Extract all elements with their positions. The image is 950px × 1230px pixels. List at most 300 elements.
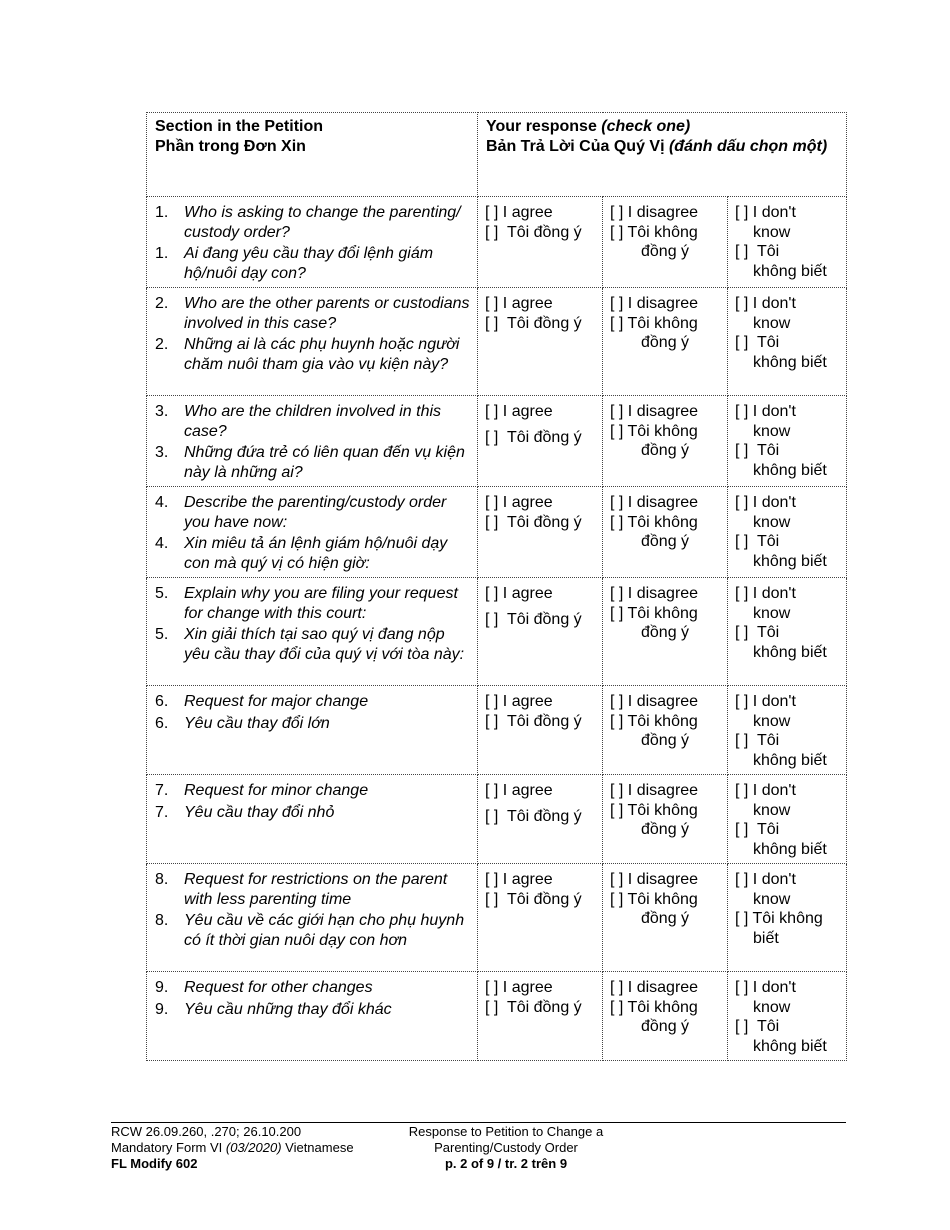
- dont-know-cell: [728, 396, 847, 487]
- checkbox-bracket: [ ]: [610, 801, 624, 819]
- question-number-vi: 8.: [155, 912, 169, 929]
- checkbox-bracket: [ ]: [735, 979, 749, 996]
- question-cell: [147, 487, 478, 578]
- question-number-vi: 4.: [155, 535, 169, 552]
- section-header: [147, 113, 478, 197]
- disagree-label-vi-1: Tôi không: [627, 513, 698, 531]
- agree-checkbox-vi[interactable]: [485, 223, 598, 243]
- disagree-cell: [603, 487, 728, 578]
- agree-label-en: I agree: [502, 403, 553, 420]
- checkbox-bracket: [ ]: [610, 782, 624, 799]
- disagree-label-vi-2: đồng ý: [641, 1018, 690, 1035]
- dont-know-label-vi-2: biết: [753, 929, 779, 947]
- question-cell: [147, 775, 478, 864]
- question-number: 4.: [155, 494, 169, 511]
- dont-know-checkbox-vi[interactable]: [735, 909, 842, 929]
- dont-know-checkbox[interactable]: [735, 294, 842, 314]
- table-row: [147, 578, 847, 686]
- agree-checkbox-vi[interactable]: [485, 807, 598, 827]
- disagree-label-en: I disagree: [627, 403, 699, 420]
- question-number-vi: 9.: [155, 1000, 169, 1018]
- checkbox-bracket: [ ]: [610, 871, 624, 888]
- agree-label-en: I agree: [502, 494, 553, 511]
- agree-label-vi: Tôi đồng ý: [506, 890, 582, 908]
- disagree-label-en: I disagree: [627, 979, 699, 996]
- checkbox-bracket: [ ]: [735, 871, 749, 888]
- question-number-vi: 6.: [155, 714, 169, 732]
- dont-know-label-en-1: I don't: [752, 782, 796, 799]
- checkbox-bracket: [ ]: [485, 314, 499, 332]
- response-header-vi: Bản Trả Lời Của Quý Vị (đánh dấu chọn một): [486, 137, 828, 155]
- checkbox-bracket: [ ]: [735, 693, 749, 710]
- agree-cell: [478, 396, 603, 487]
- question-vi: [155, 335, 471, 374]
- dont-know-label-en-2: know: [753, 712, 791, 730]
- disagree-label-vi-2: đồng ý: [641, 442, 690, 459]
- agree-label-vi: Tôi đồng ý: [506, 223, 582, 241]
- question-text-vi: Xin miêu tả án lệnh giám hộ/nuôi dạy con mà quý vị có hiện giờ:: [184, 535, 448, 572]
- agree-checkbox[interactable]: [485, 294, 598, 314]
- dont-know-label-vi-2: không biết: [753, 552, 827, 570]
- question-text-vi: Những ai là các phụ huynh hoặc người chăm nuôi tham gia vào vụ kiện này?: [184, 336, 460, 373]
- checkbox-bracket: [ ]: [485, 513, 499, 531]
- disagree-cell: [603, 686, 728, 775]
- checkbox-bracket: [ ]: [485, 890, 499, 908]
- disagree-label-vi-1: Tôi không: [627, 604, 698, 622]
- dont-know-checkbox[interactable]: [735, 781, 842, 801]
- checkbox-bracket: [ ]: [735, 624, 749, 641]
- question-cell: [147, 972, 478, 1061]
- question-cell: [147, 578, 478, 686]
- table-row: [147, 197, 847, 288]
- disagree-cell: [603, 775, 728, 864]
- footer-divider: [111, 1122, 846, 1123]
- disagree-label-vi-2: đồng ý: [641, 243, 690, 260]
- question-vi: [155, 911, 471, 950]
- question-text-en: Request for major change: [184, 693, 369, 710]
- disagree-label-vi-1: Tôi không: [627, 314, 698, 332]
- checkbox-bracket: [ ]: [485, 807, 499, 825]
- question-cell: [147, 396, 478, 487]
- disagree-checkbox[interactable]: [610, 978, 723, 998]
- footer-form-version: Mandatory Form VI (03/2020) Vietnamese: [111, 1140, 354, 1155]
- disagree-label-vi-1: Tôi không: [627, 998, 698, 1016]
- agree-label-en: I agree: [502, 871, 553, 888]
- agree-checkbox[interactable]: [485, 493, 598, 513]
- checkbox-bracket: [ ]: [610, 223, 624, 241]
- disagree-checkbox-vi[interactable]: [610, 712, 723, 732]
- dont-know-checkbox[interactable]: [735, 692, 842, 712]
- disagree-checkbox[interactable]: [610, 870, 723, 890]
- checkbox-bracket: [ ]: [735, 243, 749, 260]
- disagree-label-en: I disagree: [627, 295, 699, 312]
- disagree-cell: [603, 578, 728, 686]
- question-text-en: Describe the parenting/custody order you have now:: [184, 494, 447, 531]
- disagree-checkbox-vi[interactable]: [610, 223, 723, 243]
- checkbox-bracket: [ ]: [485, 295, 499, 312]
- dont-know-label-vi-1: Tôi không: [752, 910, 823, 927]
- question-number: 9.: [155, 979, 169, 996]
- checkbox-bracket: [ ]: [735, 821, 749, 838]
- question-number-vi: 5.: [155, 626, 169, 643]
- disagree-label-vi-2: đồng ý: [641, 732, 690, 749]
- disagree-checkbox-vi[interactable]: [610, 890, 723, 910]
- dont-know-cell: [728, 686, 847, 775]
- question-text-en: Who are the children involved in this case?: [184, 403, 442, 440]
- checkbox-bracket: [ ]: [610, 204, 624, 221]
- question-number-vi: 2.: [155, 336, 169, 353]
- checkbox-bracket: [ ]: [485, 712, 499, 730]
- question-vi: [155, 534, 471, 573]
- disagree-checkbox[interactable]: [610, 692, 723, 712]
- disagree-label-vi-1: Tôi không: [627, 422, 698, 440]
- disagree-checkbox-vi[interactable]: [610, 314, 723, 334]
- checkbox-bracket: [ ]: [610, 693, 624, 710]
- dont-know-checkbox[interactable]: [735, 870, 842, 890]
- dont-know-checkbox[interactable]: [735, 584, 842, 604]
- agree-checkbox[interactable]: [485, 692, 598, 712]
- disagree-label-en: I disagree: [627, 204, 699, 221]
- dont-know-checkbox-vi[interactable]: [735, 532, 842, 552]
- checkbox-bracket: [ ]: [485, 998, 499, 1016]
- question-number: 6.: [155, 693, 169, 710]
- question-text-en: Request for restrictions on the parent with less parenting time: [184, 871, 448, 908]
- question-text-en: Who is asking to change the parenting/ custody order?: [184, 204, 461, 241]
- question-en: [155, 493, 471, 532]
- dont-know-checkbox-vi[interactable]: [735, 1017, 842, 1037]
- dont-know-label-en-2: know: [753, 998, 791, 1016]
- disagree-label-vi-2: đồng ý: [641, 910, 690, 927]
- agree-label-en: I agree: [502, 782, 553, 799]
- table-row: [147, 396, 847, 487]
- question-vi: [155, 714, 471, 734]
- disagree-label-vi-2: đồng ý: [641, 624, 690, 641]
- table-row: [147, 864, 847, 972]
- question-en: [155, 692, 471, 712]
- question-text-en: Explain why you are filing your request for change with this court:: [184, 585, 458, 622]
- response-table: [146, 112, 847, 1061]
- disagree-label-en: I disagree: [627, 494, 699, 511]
- dont-know-cell: [728, 197, 847, 288]
- agree-label-en: I agree: [502, 295, 553, 312]
- table-row: [147, 972, 847, 1061]
- checkbox-bracket: [ ]: [485, 223, 499, 241]
- checkbox-bracket: [ ]: [485, 782, 499, 799]
- table-row: [147, 686, 847, 775]
- agree-cell: [478, 775, 603, 864]
- checkbox-bracket: [ ]: [735, 533, 749, 550]
- question-vi: [155, 625, 471, 664]
- dont-know-label-vi-1: Tôi: [756, 243, 780, 260]
- dont-know-label-vi-1: Tôi: [756, 624, 780, 641]
- disagree-label-en: I disagree: [627, 585, 699, 602]
- agree-label-vi: Tôi đồng ý: [506, 807, 582, 825]
- agree-label-vi: Tôi đồng ý: [506, 610, 582, 628]
- agree-label-vi: Tôi đồng ý: [506, 998, 582, 1016]
- agree-cell: [478, 288, 603, 396]
- checkbox-bracket: [ ]: [485, 585, 499, 602]
- checkbox-bracket: [ ]: [735, 403, 749, 420]
- dont-know-checkbox[interactable]: [735, 978, 842, 998]
- dont-know-label-vi-2: không biết: [753, 1037, 827, 1055]
- dont-know-checkbox-vi[interactable]: [735, 333, 842, 353]
- question-text-vi: Yêu cầu thay đổi nhỏ: [184, 803, 335, 821]
- agree-cell: [478, 578, 603, 686]
- dont-know-checkbox[interactable]: [735, 203, 842, 223]
- question-cell: [147, 864, 478, 972]
- dont-know-label-en-1: I don't: [752, 871, 796, 888]
- disagree-label-vi-2: đồng ý: [641, 533, 690, 550]
- question-number-vi: 3.: [155, 444, 169, 461]
- dont-know-label-en-1: I don't: [752, 403, 796, 420]
- checkbox-bracket: [ ]: [485, 979, 499, 996]
- dont-know-label-vi-1: Tôi: [756, 1018, 780, 1035]
- dont-know-label-en-1: I don't: [752, 979, 796, 996]
- question-text-vi: Những đứa trẻ có liên quan đến vụ kiện này là những ai?: [184, 444, 465, 481]
- dont-know-label-vi-2: không biết: [753, 353, 827, 371]
- table-header-row: [147, 113, 847, 197]
- question-en: [155, 781, 471, 801]
- question-en: [155, 870, 471, 909]
- agree-label-en: I agree: [502, 979, 553, 996]
- question-cell: [147, 197, 478, 288]
- agree-label-en: I agree: [502, 585, 553, 602]
- dont-know-label-vi-1: Tôi: [756, 533, 780, 550]
- question-vi: [155, 803, 471, 823]
- question-number: 7.: [155, 782, 169, 799]
- dont-know-label-en-1: I don't: [752, 295, 796, 312]
- agree-cell: [478, 686, 603, 775]
- agree-checkbox-vi[interactable]: [485, 428, 598, 448]
- checkbox-bracket: [ ]: [610, 890, 624, 908]
- dont-know-label-en-2: know: [753, 223, 791, 241]
- footer-left: [111, 1124, 411, 1172]
- question-number-vi: 1.: [155, 245, 169, 262]
- checkbox-bracket: [ ]: [735, 295, 749, 312]
- question-number-vi: 7.: [155, 803, 169, 821]
- agree-checkbox[interactable]: [485, 203, 598, 223]
- footer-center: [386, 1124, 626, 1172]
- question-vi: [155, 1000, 471, 1020]
- question-text-vi: Ai đang yêu cầu thay đổi lệnh giám hộ/nuôi dạy con?: [184, 245, 434, 282]
- checkbox-bracket: [ ]: [610, 979, 624, 996]
- agree-checkbox[interactable]: [485, 584, 598, 604]
- table-row: [147, 487, 847, 578]
- disagree-cell: [603, 864, 728, 972]
- disagree-checkbox-vi[interactable]: [610, 422, 723, 442]
- dont-know-cell: [728, 578, 847, 686]
- agree-cell: [478, 197, 603, 288]
- question-number: 1.: [155, 204, 169, 221]
- checkbox-bracket: [ ]: [735, 585, 749, 602]
- dont-know-label-vi-2: không biết: [753, 643, 827, 661]
- response-header: [478, 113, 847, 197]
- disagree-cell: [603, 396, 728, 487]
- question-vi: [155, 443, 471, 482]
- agree-checkbox-vi[interactable]: [485, 610, 598, 630]
- disagree-checkbox[interactable]: [610, 294, 723, 314]
- agree-checkbox-vi[interactable]: [485, 712, 598, 732]
- checkbox-bracket: [ ]: [735, 782, 749, 799]
- dont-know-cell: [728, 288, 847, 396]
- dont-know-label-vi-2: không biết: [753, 262, 827, 280]
- question-text-vi: Yêu cầu về các giới hạn cho phụ huynh có ít thời gian nuôi dạy con hơn: [184, 912, 465, 949]
- dont-know-label-vi-2: không biết: [753, 840, 827, 858]
- checkbox-bracket: [ ]: [735, 910, 749, 927]
- agree-checkbox[interactable]: [485, 402, 598, 422]
- dont-know-label-en-1: I don't: [752, 494, 796, 511]
- footer-form-id: FL Modify 602: [111, 1156, 198, 1171]
- footer-page-number: p. 2 of 9 / tr. 2 trên 9: [444, 1156, 568, 1171]
- dont-know-label-en-1: I don't: [752, 585, 796, 602]
- dont-know-cell: [728, 972, 847, 1061]
- agree-checkbox-vi[interactable]: [485, 513, 598, 533]
- checkbox-bracket: [ ]: [735, 442, 749, 459]
- section-header-vi: Phần trong Đơn Xin: [155, 137, 306, 155]
- agree-label-vi: Tôi đồng ý: [506, 712, 582, 730]
- question-number: 8.: [155, 871, 169, 888]
- dont-know-label-en-2: know: [753, 801, 791, 819]
- checkbox-bracket: [ ]: [610, 494, 624, 511]
- dont-know-checkbox-vi[interactable]: [735, 731, 842, 751]
- section-header-en: Section in the Petition: [155, 118, 324, 135]
- question-cell: [147, 288, 478, 396]
- disagree-cell: [603, 972, 728, 1061]
- checkbox-bracket: [ ]: [610, 585, 624, 602]
- disagree-label-en: I disagree: [627, 782, 699, 799]
- checkbox-bracket: [ ]: [610, 403, 624, 420]
- question-text-en: Who are the other parents or custodians involved in this case?: [184, 295, 470, 332]
- checkbox-bracket: [ ]: [485, 693, 499, 710]
- dont-know-checkbox-vi[interactable]: [735, 623, 842, 643]
- disagree-checkbox[interactable]: [610, 781, 723, 801]
- dont-know-cell: [728, 775, 847, 864]
- footer-doc-title-1: Response to Petition to Change a: [408, 1124, 604, 1139]
- disagree-cell: [603, 197, 728, 288]
- disagree-label-en: I disagree: [627, 693, 699, 710]
- dont-know-label-vi-2: không biết: [753, 751, 827, 769]
- question-cell: [147, 686, 478, 775]
- disagree-checkbox-vi[interactable]: [610, 998, 723, 1018]
- dont-know-checkbox-vi[interactable]: [735, 820, 842, 840]
- agree-label-en: I agree: [502, 204, 553, 221]
- question-text-en: Request for minor change: [184, 782, 369, 799]
- checkbox-bracket: [ ]: [610, 998, 624, 1016]
- table-row: [147, 775, 847, 864]
- checkbox-bracket: [ ]: [485, 610, 499, 628]
- dont-know-label-en-2: know: [753, 604, 791, 622]
- checkbox-bracket: [ ]: [610, 295, 624, 312]
- agree-checkbox[interactable]: [485, 978, 598, 998]
- dont-know-cell: [728, 487, 847, 578]
- question-text-vi: Xin giải thích tại sao quý vị đang nộp yêu cầu thay đổi của quý vị với tòa này:: [184, 626, 465, 663]
- disagree-checkbox[interactable]: [610, 203, 723, 223]
- checkbox-bracket: [ ]: [485, 494, 499, 511]
- agree-cell: [478, 972, 603, 1061]
- disagree-checkbox[interactable]: [610, 584, 723, 604]
- agree-label-vi: Tôi đồng ý: [506, 428, 582, 446]
- checkbox-bracket: [ ]: [735, 732, 749, 749]
- question-number: 5.: [155, 585, 169, 602]
- agree-cell: [478, 487, 603, 578]
- question-number: 3.: [155, 403, 169, 420]
- dont-know-cell: [728, 864, 847, 972]
- disagree-checkbox-vi[interactable]: [610, 513, 723, 533]
- disagree-label-vi-2: đồng ý: [641, 334, 690, 351]
- agree-checkbox[interactable]: [485, 870, 598, 890]
- question-en: [155, 978, 471, 998]
- dont-know-checkbox[interactable]: [735, 493, 842, 513]
- dont-know-label-en-2: know: [753, 513, 791, 531]
- disagree-label-en: I disagree: [627, 871, 699, 888]
- disagree-label-vi-2: đồng ý: [641, 821, 690, 838]
- question-en: [155, 402, 471, 441]
- question-text-en: Request for other changes: [184, 979, 373, 996]
- question-text-vi: Yêu cầu những thay đổi khác: [184, 1000, 392, 1018]
- disagree-label-vi-1: Tôi không: [627, 223, 698, 241]
- checkbox-bracket: [ ]: [610, 712, 624, 730]
- disagree-checkbox[interactable]: [610, 402, 723, 422]
- dont-know-label-vi-1: Tôi: [756, 442, 780, 459]
- dont-know-label-en-2: know: [753, 422, 791, 440]
- agree-label-vi: Tôi đồng ý: [506, 314, 582, 332]
- dont-know-checkbox-vi[interactable]: [735, 441, 842, 461]
- question-en: [155, 584, 471, 623]
- response-header-en: Your response (check one): [486, 118, 691, 135]
- disagree-label-vi-1: Tôi không: [627, 890, 698, 908]
- question-text-vi: Yêu cầu thay đổi lớn: [184, 714, 330, 732]
- disagree-cell: [603, 288, 728, 396]
- dont-know-label-vi-2: không biết: [753, 461, 827, 479]
- checkbox-bracket: [ ]: [485, 204, 499, 221]
- checkbox-bracket: [ ]: [610, 513, 624, 531]
- dont-know-checkbox-vi[interactable]: [735, 242, 842, 262]
- dont-know-label-vi-1: Tôi: [756, 821, 780, 838]
- agree-checkbox-vi[interactable]: [485, 314, 598, 334]
- checkbox-bracket: [ ]: [610, 422, 624, 440]
- dont-know-label-vi-1: Tôi: [756, 334, 780, 351]
- disagree-checkbox-vi[interactable]: [610, 801, 723, 821]
- agree-label-vi: Tôi đồng ý: [506, 513, 582, 531]
- dont-know-label-en-1: I don't: [752, 204, 796, 221]
- question-en: [155, 203, 471, 242]
- disagree-label-vi-1: Tôi không: [627, 712, 698, 730]
- checkbox-bracket: [ ]: [485, 871, 499, 888]
- checkbox-bracket: [ ]: [485, 428, 499, 446]
- checkbox-bracket: [ ]: [735, 204, 749, 221]
- agree-checkbox-vi[interactable]: [485, 890, 598, 910]
- checkbox-bracket: [ ]: [485, 403, 499, 420]
- dont-know-label-en-2: know: [753, 890, 791, 908]
- agree-checkbox[interactable]: [485, 781, 598, 801]
- dont-know-checkbox[interactable]: [735, 402, 842, 422]
- checkbox-bracket: [ ]: [610, 314, 624, 332]
- question-vi: [155, 244, 471, 283]
- disagree-checkbox-vi[interactable]: [610, 604, 723, 624]
- checkbox-bracket: [ ]: [735, 1018, 749, 1035]
- agree-checkbox-vi[interactable]: [485, 998, 598, 1018]
- footer-doc-title-2: Parenting/Custody Order: [434, 1140, 578, 1155]
- table-row: [147, 288, 847, 396]
- dont-know-label-vi-1: Tôi: [756, 732, 780, 749]
- dont-know-label-en-1: I don't: [752, 693, 796, 710]
- checkbox-bracket: [ ]: [610, 604, 624, 622]
- dont-know-label-en-2: know: [753, 314, 791, 332]
- disagree-checkbox[interactable]: [610, 493, 723, 513]
- checkbox-bracket: [ ]: [735, 494, 749, 511]
- disagree-label-vi-1: Tôi không: [627, 801, 698, 819]
- footer-statute: RCW 26.09.260, .270; 26.10.200: [111, 1124, 302, 1139]
